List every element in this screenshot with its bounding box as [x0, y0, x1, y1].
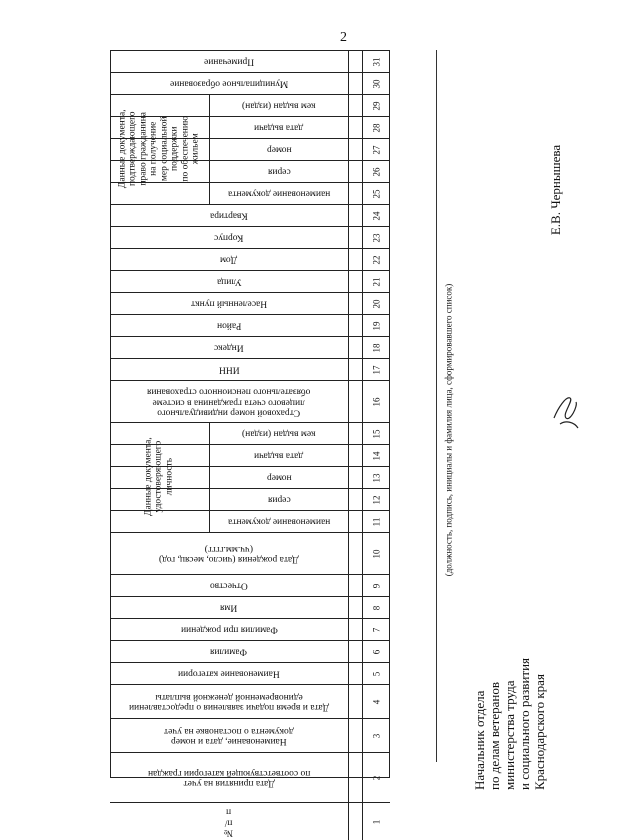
table-row	[110, 640, 390, 662]
row-label: номер	[266, 472, 292, 483]
row-label: Корпус	[214, 232, 244, 243]
row-number: 22	[362, 249, 390, 270]
table-row	[110, 380, 390, 422]
row-number: 20	[362, 293, 390, 314]
row-label: Фамилия при рождении	[180, 624, 278, 635]
table-row	[110, 532, 390, 574]
row-number: 30	[362, 73, 390, 94]
row-number: 26	[362, 161, 390, 182]
row-label: Дом	[220, 254, 238, 265]
row-blank-cell	[348, 445, 362, 466]
row-label: Район	[216, 320, 242, 331]
row-blank-cell	[348, 803, 362, 840]
row-blank-cell	[348, 117, 362, 138]
row-blank-cell	[348, 511, 362, 532]
row-number: 17	[362, 359, 390, 380]
author-position-line: министерства труда	[502, 680, 517, 790]
group-housing-label: Данные документа, подтверждающего право гражданина на получение мер социальной поддержки по обеспечению жильем	[117, 109, 201, 189]
row-number: 18	[362, 337, 390, 358]
row-label: Дата и время подачи заявления о предоставлении единовременной денежной выплаты	[128, 691, 330, 712]
group-identity-label: Данные документа, удостоверяющего личность	[143, 437, 175, 517]
row-number: 3	[362, 719, 390, 752]
row-number: 15	[362, 423, 390, 444]
group-housing-doc	[110, 94, 210, 204]
row-label: № п/ п	[224, 806, 234, 838]
table-row	[110, 292, 390, 314]
table-row	[110, 204, 390, 226]
table-row	[110, 718, 390, 752]
row-blank-cell	[348, 381, 362, 422]
row-label: Отчество	[210, 580, 248, 591]
row-blank-cell	[348, 161, 362, 182]
row-number: 6	[362, 641, 390, 662]
row-blank-cell	[348, 423, 362, 444]
row-blank-cell	[348, 337, 362, 358]
row-label: Квартира	[210, 210, 248, 221]
table-row	[110, 662, 390, 684]
handwritten-signature	[548, 388, 584, 432]
row-label: Наименование, дата и номер документа о постановке на учет	[164, 725, 294, 746]
row-blank-cell	[348, 183, 362, 204]
author-name: Е.В. Чернышева	[548, 144, 564, 236]
page-number: 2	[340, 30, 347, 45]
author-position-line: по делам ветеранов	[487, 682, 502, 790]
row-label: Наименование категории	[178, 668, 280, 679]
author-position-line: Начальник отдела	[472, 690, 487, 790]
row-blank-cell	[348, 205, 362, 226]
row-number: 7	[362, 619, 390, 640]
row-number: 4	[362, 685, 390, 718]
row-label: Страховой номер индивидуального лицевого счета гражданина в системе обязательного пенсионного страхования	[147, 386, 311, 418]
row-number: 1	[362, 803, 390, 840]
row-number: 12	[362, 489, 390, 510]
row-number: 23	[362, 227, 390, 248]
row-blank-cell	[348, 227, 362, 248]
row-label: Дата рождения (число, месяц, год) (чч.мм.гггг)	[159, 543, 299, 564]
row-blank-cell	[348, 619, 362, 640]
table-row	[110, 358, 390, 380]
table-row	[110, 50, 390, 72]
row-label: Дата принятия на учет по соответствующей категории граждан	[147, 767, 311, 788]
row-blank-cell	[348, 249, 362, 270]
row-number: 10	[362, 533, 390, 574]
row-number: 27	[362, 139, 390, 160]
row-blank-cell	[348, 359, 362, 380]
table-row	[110, 752, 390, 802]
row-blank-cell	[348, 685, 362, 718]
row-label: ИНН	[218, 364, 240, 375]
row-label: дата выдачи	[254, 450, 304, 461]
row-blank-cell	[348, 533, 362, 574]
author-position	[472, 640, 592, 790]
row-number: 21	[362, 271, 390, 292]
row-label: Индекс	[214, 342, 244, 353]
row-blank-cell	[348, 663, 362, 684]
register-table	[110, 50, 390, 838]
row-blank-cell	[348, 719, 362, 752]
table-row	[110, 314, 390, 336]
row-label: серия	[267, 166, 291, 177]
author-position-line: и социального развития	[517, 657, 532, 790]
row-number: 13	[362, 467, 390, 488]
row-blank-cell	[348, 139, 362, 160]
row-number: 9	[362, 575, 390, 596]
table-row	[110, 336, 390, 358]
table-row	[110, 596, 390, 618]
row-number: 5	[362, 663, 390, 684]
row-number: 31	[362, 51, 390, 72]
row-label: Фамилия	[210, 646, 248, 657]
row-number: 28	[362, 117, 390, 138]
author-position-line: Краснодарского края	[532, 674, 547, 790]
row-number: 2	[362, 753, 390, 802]
table-row	[110, 684, 390, 718]
row-number: 25	[362, 183, 390, 204]
table-row	[110, 270, 390, 292]
row-blank-cell	[348, 753, 362, 802]
row-label: Примечание	[203, 56, 255, 67]
row-label: серия	[267, 494, 291, 505]
row-label: Населенный пункт	[190, 298, 268, 309]
row-number: 8	[362, 597, 390, 618]
row-label: Улица	[216, 276, 242, 287]
row-label: наименование документа	[227, 188, 331, 199]
signature-line	[436, 50, 437, 762]
table-row	[110, 574, 390, 596]
row-blank-cell	[348, 575, 362, 596]
row-number: 24	[362, 205, 390, 226]
table-row	[110, 248, 390, 270]
group-identity-doc	[110, 422, 210, 532]
row-number: 14	[362, 445, 390, 466]
row-blank-cell	[348, 489, 362, 510]
row-blank-cell	[348, 51, 362, 72]
row-label: номер	[266, 144, 292, 155]
row-label: Имя	[220, 602, 238, 613]
table-row	[110, 618, 390, 640]
row-label: наименование документа	[227, 516, 331, 527]
row-number: 29	[362, 95, 390, 116]
table-row	[110, 802, 390, 840]
row-label: дата выдачи	[254, 122, 304, 133]
table-row	[110, 226, 390, 248]
row-blank-cell	[348, 597, 362, 618]
row-blank-cell	[348, 95, 362, 116]
row-label: кем выдан (издан)	[242, 428, 316, 439]
row-label: Муниципальное образование	[169, 78, 289, 89]
row-blank-cell	[348, 271, 362, 292]
row-number: 16	[362, 381, 390, 422]
row-blank-cell	[348, 73, 362, 94]
row-blank-cell	[348, 293, 362, 314]
row-number: 11	[362, 511, 390, 532]
table-row	[110, 72, 390, 94]
row-label: кем выдан (издан)	[242, 100, 316, 111]
row-number: 19	[362, 315, 390, 336]
row-blank-cell	[348, 467, 362, 488]
row-blank-cell	[348, 315, 362, 336]
row-blank-cell	[348, 641, 362, 662]
signature-caption: (должность, подпись, инициалы и фамилия лица, сформировавшего список)	[443, 283, 453, 577]
